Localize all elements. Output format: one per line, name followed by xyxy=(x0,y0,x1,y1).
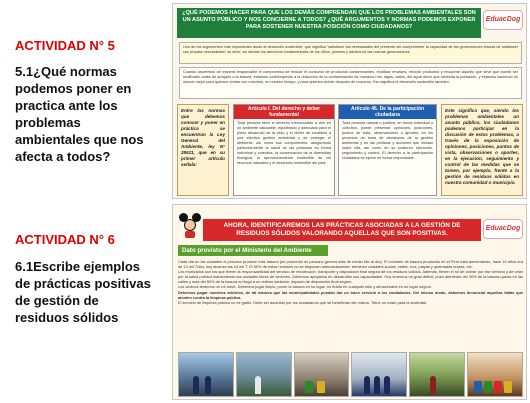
activity-5-question: 5.1¿Qué normas podemos poner en practica ante los problemas ambientales que nos afecta a todos? xyxy=(15,64,144,164)
intro-text: Uno de los argumentos más importantes aludo al desarrollo sostenible, que significa "satisfacer las necesidades del presente sin comprometer la capacidad de las generaciones futuras de satisfacer sus propias necesidades" es decir, sin afectar los derechos fundamentales de los niños, jóvenes y adultos de las nuevas generaciones. xyxy=(183,45,518,54)
ministry-text xyxy=(178,259,523,347)
waste-management-panel xyxy=(172,204,527,400)
photo-recycling-bins xyxy=(467,352,523,397)
mickey-mouse-illustration xyxy=(179,213,201,239)
paragraph-1: Cada día en las ciudades el peruano produce más basura (en promedio un peruano genera más de medio kilo al día). El volumen de basura producido en el Perú está aumentando, hace 10 años era de 13 mil T/día, hoy alcanza las 18 mil T. El 50% de estos residuos no se disponen adecuadamente: terminan ciudades sucias, calles, ríos, playas y quebradas sucias, etc. xyxy=(178,259,523,270)
activity-6-question: 6.1Escribe ejemplos de prácticas positivas de gestión de residuos sólidos xyxy=(15,259,151,325)
side-left-text: Entre las normas que debemos conocer y poner en práctica se encuentran la Ley General del Ambiente, ley N° 28611, que en su primer artículo señala: xyxy=(181,108,225,167)
panel1-banner: ¿QUÉ PODEMOS HACER PARA QUE LOS DEMÁS COMPRENDAN QUE LOS PROBLEMAS AMBIENTALES SON UN ASUNTO PÚBLICO Y NOS CONCIERNE A TODOS? ¿QUÉ ARGUMENTOS Y NORMAS PODEMOS EXPONER PARA SOSTENER NUESTRA POSICIÓN COMO CIUDADANOS? xyxy=(177,8,481,38)
side-left-box xyxy=(177,104,229,196)
article-1-title: Artículo I. Del derecho y deber fundamental xyxy=(234,105,334,119)
article-46-body: Toda persona natural o jurídica, en forma individual o colectiva, puede presentar opiniones, posiciones, puntos de vista, observaciones u aportes, en los procesos de toma de decisiones de la gestión ambiental y en las políticas y acciones que incidan sobre ella, así como en su posterior ejecución, seguimiento y control. El derecho a la participación ciudadana se ejerce en forma responsable. xyxy=(342,121,433,160)
photo-waste-collection xyxy=(236,352,292,397)
panel2-banner: AHORA, IDENTIFICAREMOS LAS PRÁCTICAS ASOCIADAS A LA GESTIÓN DE RESIDUOS SÓLIDOS VALORANDO AQUELLAS QUE SON POSITIVAS. xyxy=(203,219,481,241)
photo-strip xyxy=(178,352,523,397)
paragraph-5: El servicio de limpieza pública no es gratis. Debe ser asumido por los ciudadanos que se benefician del mismo. Tiene un costo para la sociedad. xyxy=(178,299,428,305)
photo-community xyxy=(409,352,465,397)
activity-5-title: ACTIVIDAD N° 5 xyxy=(15,38,115,53)
left-questions xyxy=(0,0,170,403)
paragraph-4: Debemos pagar nuestros arbitrios, de tal manera que las municipalidades puedan dar un buen servicio a los ciudadanos. Del mismo modo, debemos denunciar aquellas faltas que atenten contra la limpieza pública. xyxy=(178,289,523,300)
ministry-subheading: Dato provisto por el Ministerio del Ambiente xyxy=(178,245,328,256)
legal-norms-panel xyxy=(172,3,527,199)
article-1-card xyxy=(233,104,335,196)
article-1-body: Toda persona tiene el derecho irrenunciable a vivir en un ambiente saludable, equilibrado y adecuado para el pleno desarrollo de la vida; y el deber de contribuir a una efectiva gestión ambiental y de proteger el ambiente, así como sus componentes, asegurando particularmente la salud de las personas en forma individual y colectiva, la conservación de la diversidad biológica, el aprovechamiento sostenible de los recursos naturales y el desarrollo sostenible del país. xyxy=(237,121,331,165)
intro2-box xyxy=(179,67,522,99)
side-right-box xyxy=(441,104,523,196)
paragraph-3: Los vecinos tenemos un rol clave. Debemos jugar limpio, poner la basura en su lugar, no tirarla en cualquier sitio y almacenarla en un lugar seguro. xyxy=(178,284,433,290)
intro-box xyxy=(179,42,522,64)
eduacdog-logo: EduacDog xyxy=(483,10,523,30)
article-46-title: Artículo 46. De la participación ciudadana xyxy=(339,105,436,119)
eduacdog-logo: EduacDog xyxy=(483,219,523,239)
photo-street-cleaning xyxy=(178,352,234,397)
paragraph-2: Los municipios son los que tienen la responsabilidad del servicio de recolección, transporte y disposición final segura de los residuos sólidos. Además, tienen el rol de cobrar por ese servicio y de velar por la salud pública manteniendo las ciudades libres de vectores. Debemos apoyarlos en desarrollar sus capacidades. Hoy tenemos un gran déficit, pues alrededor del 30% de la basura queda en las calles y más del 50% de la basura no llega a un relleno sanitario, espacio de disposición final seguro. xyxy=(178,269,523,285)
activity-6-title: ACTIVIDAD N° 6 xyxy=(15,232,115,247)
intro2-text: Cuando asumimos de manera responsable el compromiso de reducir el consumo de productos contaminantes, reutilizar envases, reciclar productos y recuperar aquello que sirve que puede ser reutilizado antes de arrojarlo a la basura, estamos contribuyendo a la reducción de la contaminación de nuestros ríos, lagos, valles, del agua dulce que necesita la población, y estamos haciendo un mundo mejor para quienes vivirán con nosotros, en nuestro tiempo, y para quienes vivirán después de nosotros. Eso significa el desarrollo sostenible también. xyxy=(183,70,518,84)
photo-workers xyxy=(351,352,407,397)
photo-recycling xyxy=(294,352,350,397)
side-right-text: Este significa que, siendo los problemas ambientales un asunto público, los ciudadanos podemos participar en la discusión de estos problemas, a través de la exposición de opiniones, posiciones, puntos de vista, observaciones o aportes, en la ejecución, seguimiento y control de las medidas que se tomen, por ejemplo, frente a la gestión de residuos sólidos en nuestra comunidad o municipio. xyxy=(445,108,519,185)
article-46-card xyxy=(338,104,437,196)
